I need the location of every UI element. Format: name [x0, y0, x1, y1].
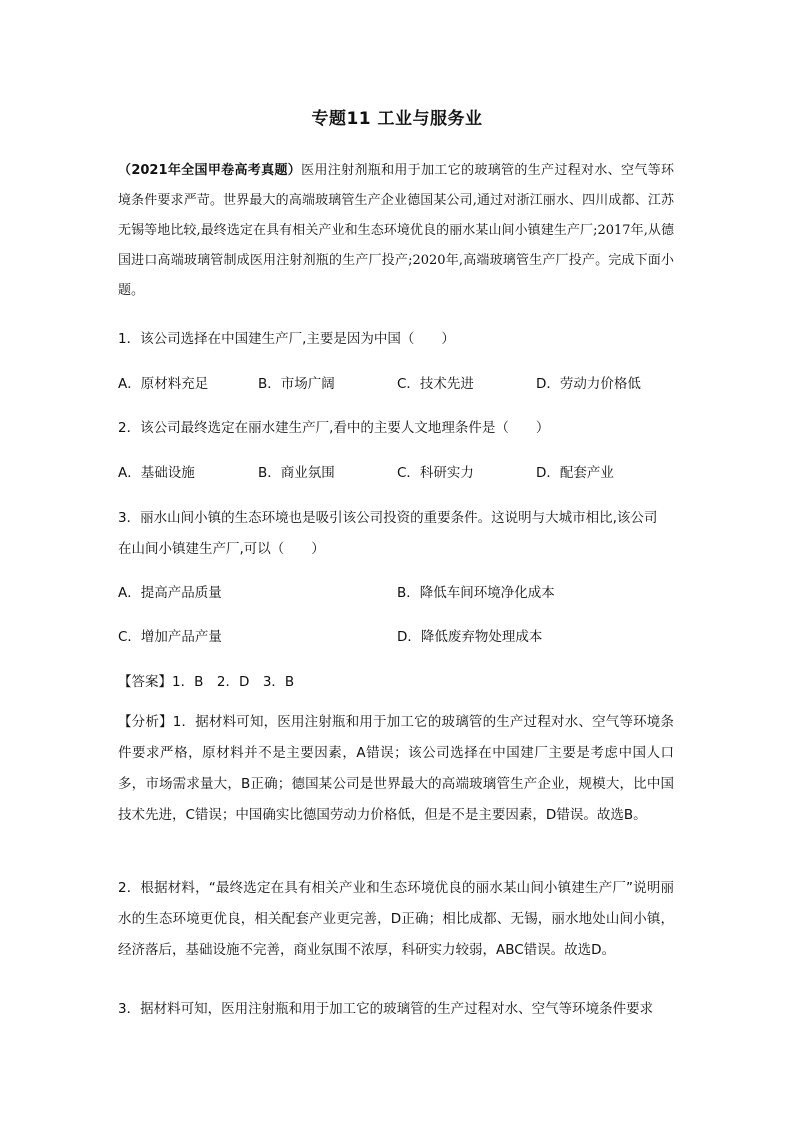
question-2-stem: 2．该公司最终选定在丽水建生产厂,看中的主要人文地理条件是（ ）	[118, 420, 550, 436]
analysis-paragraph-1: 【分析】1．据材料可知，医用注射瓶和用于加工它的玻璃管的生产过程对水、空气等环境条件要求严格，原材料并不是主要因素，A错误；该公司选择在中国建厂主要是考虑中国人口多，市场需求量大，B正确；德国某公司是世界最大的高端玻璃管生产企业，规模大，比中国技术先进，C错误；中国确实比德国劳动力价格低，但是不是主要因素，D错误。故选B。	[118, 714, 674, 823]
q1-option-c: C．技术先进	[397, 376, 474, 392]
q2-option-c: C．科研实力	[397, 465, 474, 481]
q2-option-d: D．配套产业	[536, 465, 614, 481]
q3-option-d: D．降低废弃物处理成本	[397, 629, 543, 645]
question-3-options-row1	[118, 581, 678, 603]
q3-option-a: A．提高产品质量	[118, 585, 222, 601]
source-label: （2021年全国甲卷高考真题）	[118, 163, 302, 178]
q1-option-d: D．劳动力价格低	[536, 376, 641, 392]
question-2-options	[118, 461, 678, 483]
q2-option-a: A．基础设施	[118, 465, 195, 481]
analysis-paragraph-2: 2．根据材料，“最终选定在具有相关产业和生态环境优良的丽水某山间小镇建生产厂”说明丽水的生态环境更优良，相关配套产业更完善，D正确；相比成都、无锡，丽水地处山间小镇，经济落后，基础设施不完善，商业氛围不浓厚，科研实力较弱，ABC错误。故选D。	[118, 880, 674, 958]
q2-option-b: B．商业氛围	[258, 465, 335, 481]
intro-paragraph	[118, 156, 674, 306]
answer-line: 【答案】1．B 2．D 3．B	[118, 674, 295, 690]
q3-option-c: C．增加产品产量	[118, 629, 222, 645]
page-title: 专题11 工业与服务业	[311, 109, 483, 129]
analysis-paragraph-3: 3．据材料可知，医用注射瓶和用于加工它的玻璃管的生产过程对水、空气等环境条件要求	[118, 1001, 654, 1017]
question-3-options-row2	[118, 625, 678, 647]
question-3-stem-line2: 在山间小镇建生产厂,可以（ ）	[118, 541, 325, 557]
question-3-stem-line1: 3．丽水山间小镇的生态环境也是吸引该公司投资的重要条件。这说明与大城市相比,该公司	[118, 510, 658, 526]
q3-option-b: B．降低车间环境净化成本	[397, 585, 555, 601]
q1-option-b: B．市场广阔	[258, 376, 335, 392]
q1-option-a: A．原材料充足	[118, 376, 209, 392]
question-1-stem: 1．该公司选择在中国建生产厂,主要是因为中国（ ）	[118, 331, 455, 347]
intro-text: 医用注射剂瓶和用于加工它的玻璃管的生产过程对水、空气等环境条件要求严苛。世界最大的高端玻璃管生产企业德国某公司,通过对浙江丽水、四川成都、江苏无锡等地比较,最终选定在具有相关产业和生态环境优良的丽水某山间小镇建生产厂;2017年,从德国进口高端玻璃管制成医用注射剂瓶的生产厂投产;2020年,高端玻璃管生产厂投产。完成下面小题。	[118, 163, 674, 298]
question-1-options	[118, 372, 678, 394]
